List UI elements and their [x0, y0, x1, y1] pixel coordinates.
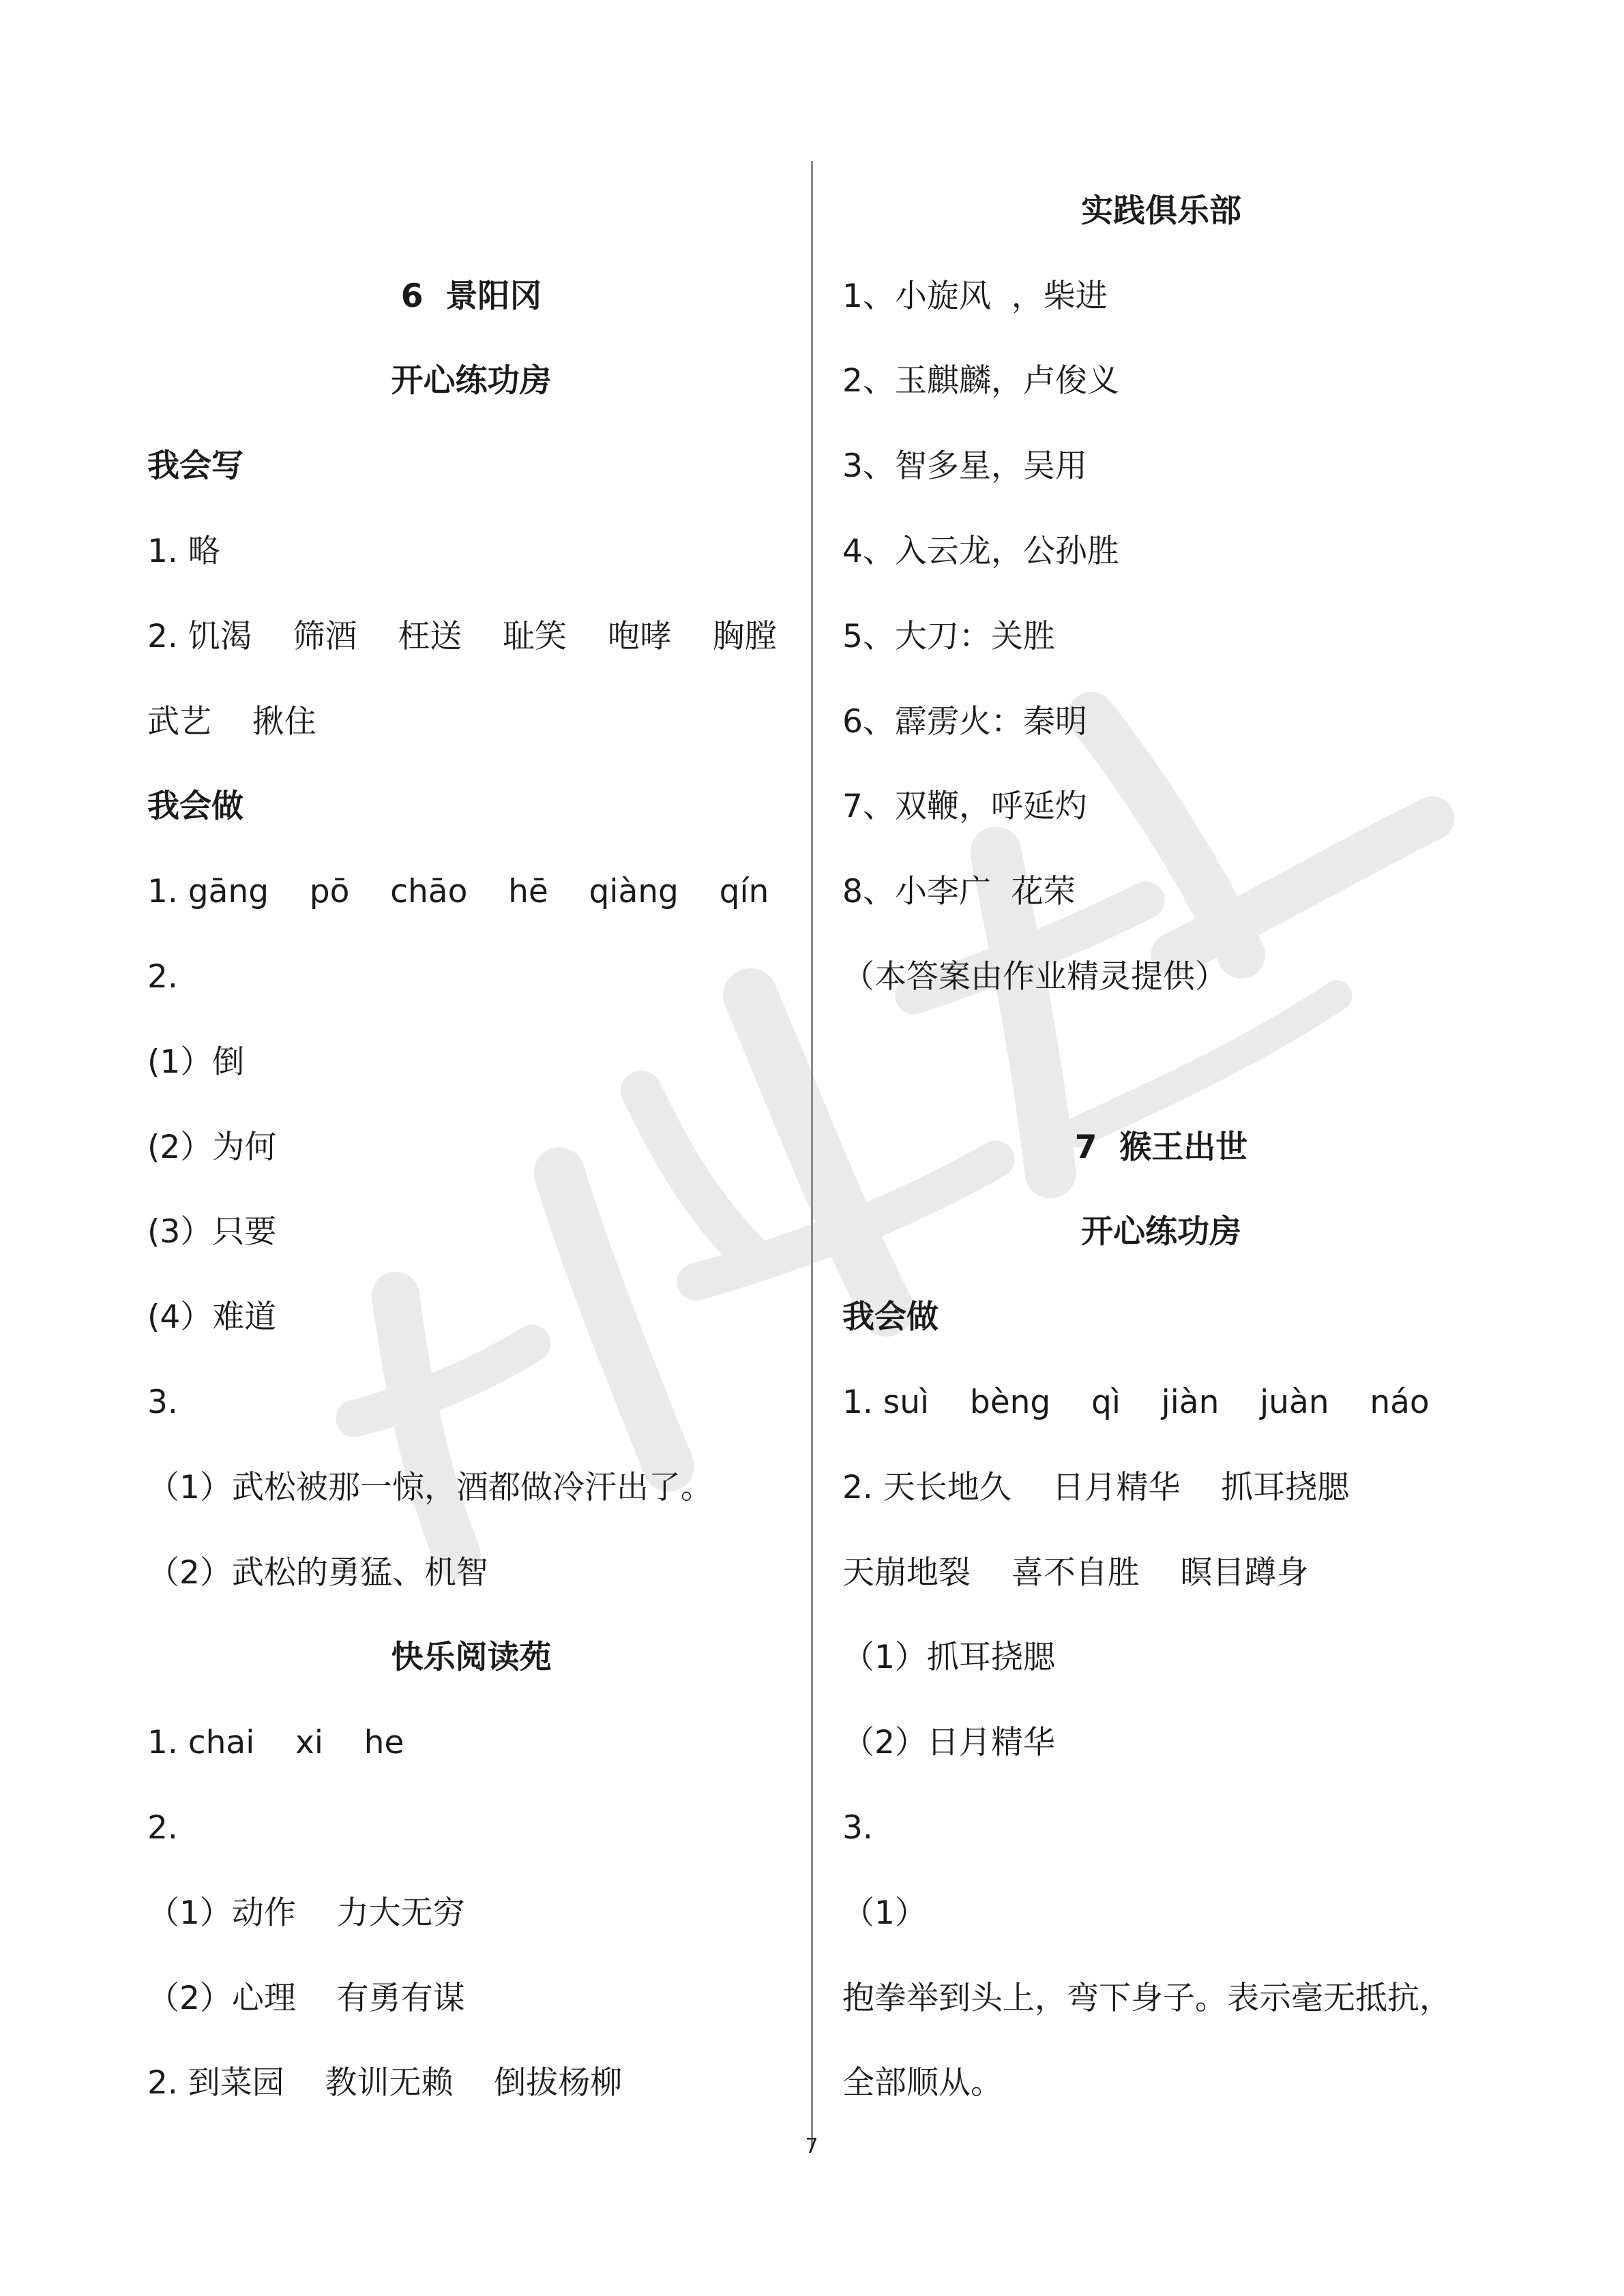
subheading-do: 我会做 [842, 1298, 939, 1336]
answer-line: 2、玉麒麟，卢俊义 [842, 362, 1119, 400]
section-heading-practice: 开心练功房 [391, 362, 552, 400]
source-note: （本答案由作业精灵提供） [842, 958, 1227, 996]
answer-line: （1）武松被那一惊，酒都做冷汗出了。 [147, 1469, 713, 1506]
answer-line: （1）动作 力大无穷 [147, 1894, 465, 1932]
page-number: 7 [805, 2134, 818, 2158]
answer-line: 2. 天长地久 日月精华 抓耳挠腮 [842, 1469, 1350, 1506]
answer-line: 天崩地裂 喜不自胜 瞑目蹲身 [842, 1554, 1309, 1592]
answer-line: 1、小旋风 ，柴进 [842, 278, 1108, 315]
answer-line: （2）心理 有勇有谋 [147, 1980, 465, 2017]
answer-line: 5、大刀：关胜 [842, 618, 1055, 655]
subheading-do: 我会做 [147, 788, 243, 825]
subheading-write: 我会写 [147, 447, 243, 485]
answer-line: 1. suì bèng qì jiàn juàn náo [842, 1384, 1430, 1421]
lesson-title-6: 6 景阳冈 [400, 278, 542, 315]
column-divider [811, 161, 813, 2149]
answer-line: (3）只要 [147, 1213, 277, 1251]
answer-line: (1）倒 [147, 1043, 245, 1081]
answer-line: 2. 到菜园 教训无赖 倒拔杨柳 [147, 2064, 623, 2102]
answer-line: （1） [842, 1894, 927, 1932]
answer-line: 2. [147, 958, 178, 996]
answer-line: 3. [842, 1809, 873, 1847]
answer-line: (2）为何 [147, 1129, 277, 1166]
answer-line: 4、入云龙，公孙胜 [842, 533, 1119, 570]
answer-line: 1. 略 [147, 533, 220, 570]
answer-line: （2）日月精华 [842, 1724, 1055, 1761]
answer-line: (4）难道 [147, 1298, 277, 1336]
answer-line: 全部顺从。 [842, 2064, 1003, 2102]
lesson-title-7: 7 猴王出世 [1074, 1129, 1248, 1166]
answer-line: 抱拳举到头上，弯下身子。表示毫无抵抗， [842, 1980, 1451, 2017]
answer-line: （1）抓耳挠腮 [842, 1639, 1055, 1676]
answer-line: 2. [147, 1809, 178, 1847]
answer-line: 6、霹雳火：秦明 [842, 703, 1087, 741]
answer-line: （2）武松的勇猛、机智 [147, 1554, 488, 1592]
answer-line: 3. [147, 1384, 178, 1421]
answer-line: 8、小李广 花荣 [842, 873, 1076, 910]
answer-line: 3、智多星，吴用 [842, 447, 1087, 485]
answer-line: 7、双鞭，呼延灼 [842, 788, 1087, 825]
section-heading-reading: 快乐阅读苑 [391, 1639, 552, 1676]
section-heading-practice: 开心练功房 [1081, 1213, 1241, 1251]
section-heading-club: 实践俱乐部 [1081, 192, 1241, 230]
answer-line: 武艺 揪住 [147, 703, 316, 741]
answer-line: 1. gāng pō chāo hē qiàng qín [147, 873, 769, 910]
answer-line: 1. chai xi he [147, 1724, 404, 1761]
answer-line: 2. 饥渴 筛酒 枉送 耻笑 咆哮 胸膛 [147, 618, 777, 655]
